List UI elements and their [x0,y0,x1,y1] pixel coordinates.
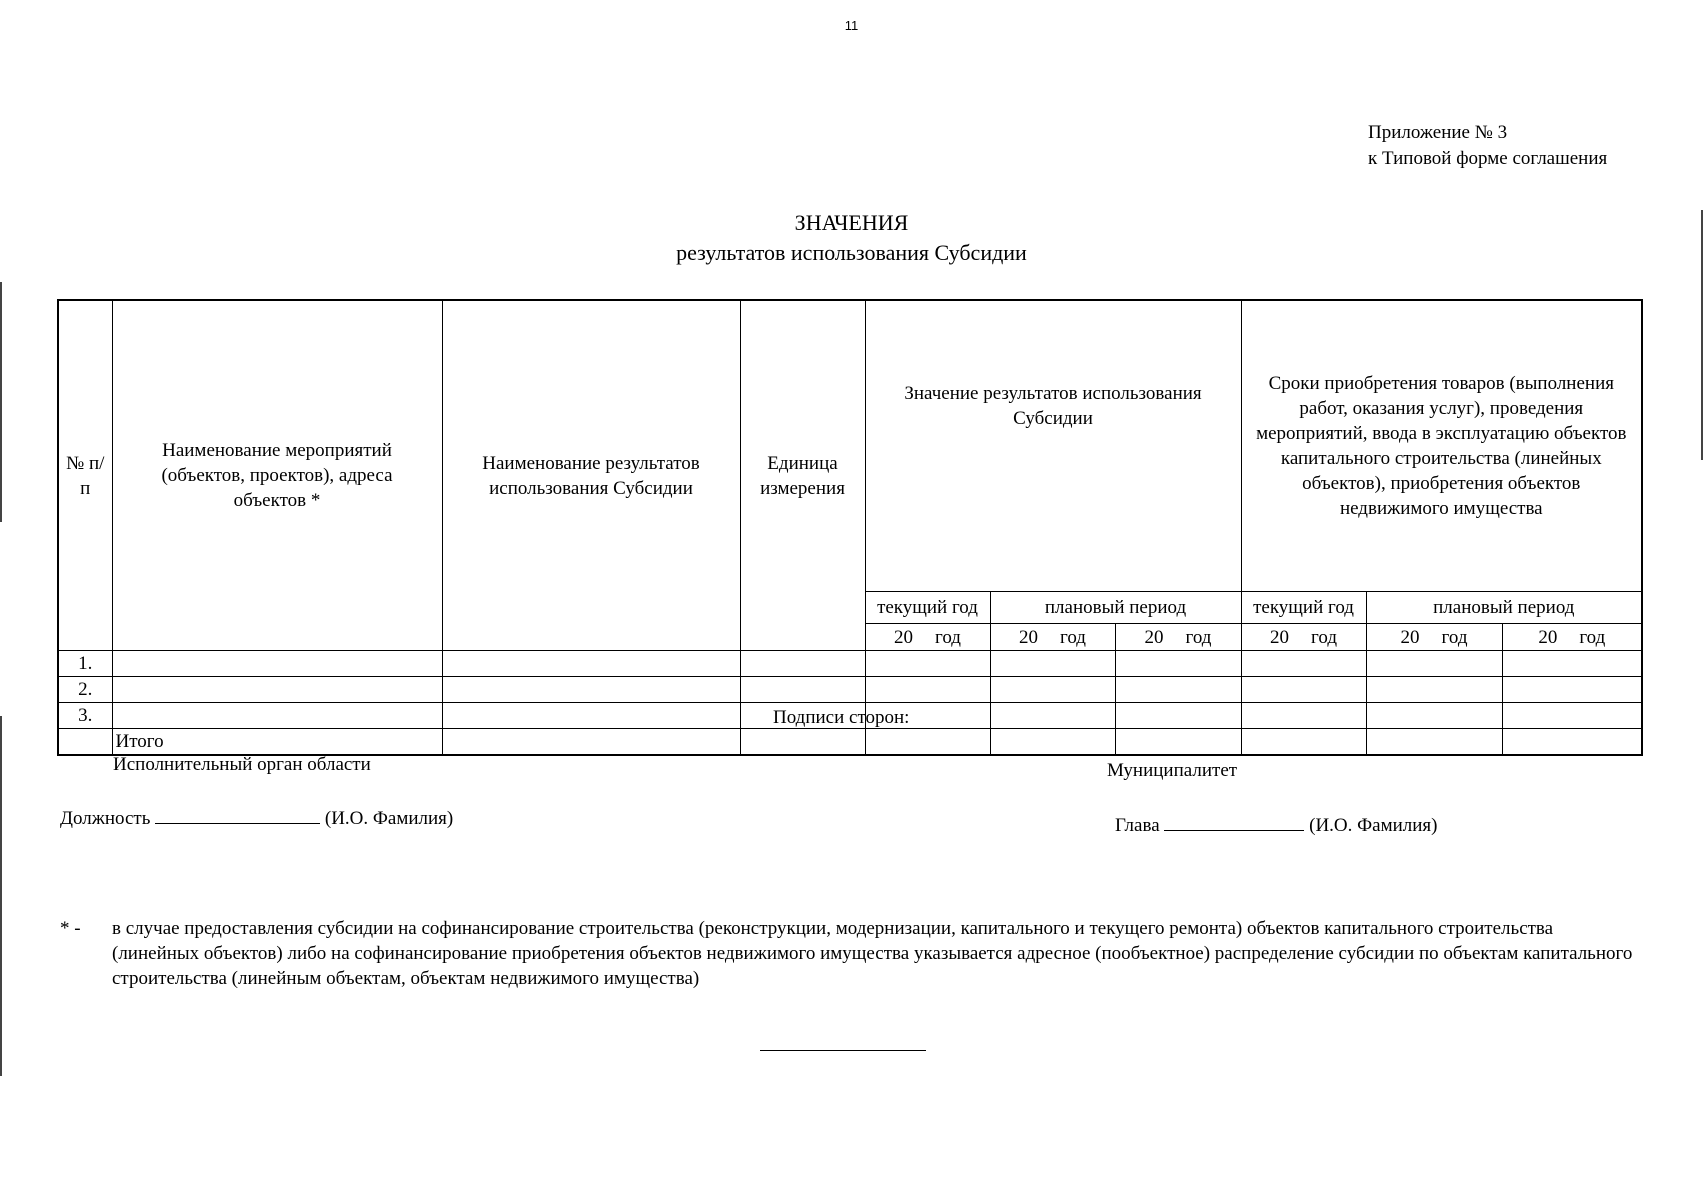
year-prefix: 20 [1538,626,1558,648]
row-num: 3. [58,703,112,729]
year-suffix: год [1579,626,1606,648]
year-prefix: 20 [1019,626,1039,648]
year-cell [1241,624,1366,651]
header-terms: Сроки приобретения товаров (выполнения работ, оказания услуг), проведения мероприятий, ввода в эксплуатацию объектов капитального строительства (линейных объектов), приобретения объектов недвижимого имущества [1241,300,1642,592]
results-table [57,299,1643,756]
title-line-2: результатов использования Субсидии [676,240,1027,265]
right-name: (И.О. Фамилия) [1309,815,1438,836]
table-row [58,651,1642,677]
year-cell [1502,624,1642,651]
year-prefix: 20 [894,626,914,648]
year-cell [990,624,1115,651]
year-cell [1366,624,1502,651]
row-name [112,677,442,703]
scan-edge-left-lower [0,716,2,1076]
row-num [58,729,112,756]
footnote-text: в случае предоставления субсидии на софинансирование строительства (реконструкции, модернизации, капитального и текущего ремонта) объектов капитального строительства (линейных объектов) либо на софинансирование приобретения объектов недвижимого имущества указывается адресное (пообъектное) распределение субсидии по объектам капитального строительства (линейным объектам, объектам недвижимого имущества) [112,918,1633,989]
title-line-1: ЗНАЧЕНИЯ [794,210,909,235]
year-cell [865,624,990,651]
header-events: Наименование мероприятий (объектов, проектов), адреса объектов * [112,300,442,651]
appendix-line-2: к Типовой форме соглашения [1368,148,1608,169]
row-name [112,651,442,677]
left-signature-line [60,803,453,832]
row-num: 1. [58,651,112,677]
header-unit: Единица измерения [740,300,865,651]
signatures-heading: Подписи сторон: [773,707,910,728]
header-terms-planned-period: плановый период [1366,592,1642,624]
right-org: Муниципалитет [1107,760,1238,781]
left-position: Должность [60,808,151,829]
document-title [0,208,1703,268]
signature-blank [1164,810,1304,831]
table-row [58,677,1642,703]
year-cell [1115,624,1241,651]
year-suffix: год [1060,626,1086,648]
year-suffix: год [1185,626,1212,648]
header-values-current-year: текущий год [865,592,990,624]
appendix-line-1: Приложение № 3 [1368,122,1508,143]
year-prefix: 20 [1144,626,1164,648]
bottom-rule [760,1050,926,1051]
year-suffix: год [1441,626,1468,648]
footnote [60,916,1640,991]
footnote-mark: * - [60,918,81,939]
right-signature-line [1115,810,1438,839]
row-name [112,703,442,729]
row-num: 2. [58,677,112,703]
appendix-note [1368,120,1607,172]
page-number: 11 [844,18,859,33]
year-suffix: год [935,626,961,648]
header-num: № п/п [58,300,112,651]
year-prefix: 20 [1400,626,1420,648]
header-values: Значение результатов использования Субсидии [865,300,1241,592]
signature-blank [155,803,320,824]
year-prefix: 20 [1270,626,1290,648]
scan-edge-left [0,282,2,522]
year-suffix: год [1311,626,1337,648]
left-org: Исполнительный орган области [113,754,371,775]
left-name: (И.О. Фамилия) [324,808,454,829]
header-terms-current-year: текущий год [1241,592,1366,624]
header-values-planned-period: плановый период [990,592,1241,624]
header-results: Наименование результатов использования Субсидии [442,300,740,651]
right-position: Глава [1115,815,1160,836]
row-name: Итого [112,729,442,756]
